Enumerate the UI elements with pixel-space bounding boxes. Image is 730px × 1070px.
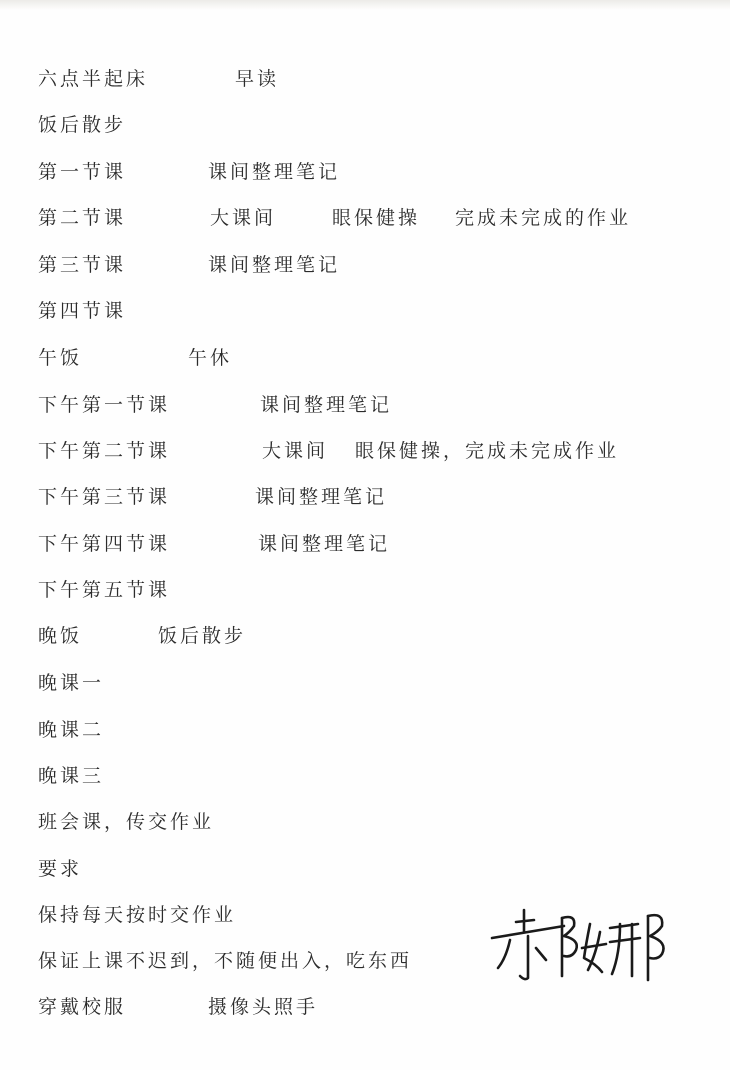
schedule-note: 课间整理笔记 [255, 486, 388, 508]
schedule-note: 大课间 [210, 207, 277, 229]
schedule-note: 课间整理笔记 [260, 394, 393, 416]
handwritten-signature [488, 902, 680, 984]
requirements-heading: 要求 [38, 858, 83, 880]
schedule-activity: 第四节课 [38, 300, 127, 322]
schedule-note: 课间整理笔记 [208, 161, 341, 183]
schedule-note: 完成未完成的作业 [455, 207, 632, 229]
schedule-activity: 下午第二节课 [38, 440, 171, 462]
schedule-note: 早读 [235, 68, 280, 90]
schedule-activity: 午饭 [38, 347, 83, 369]
schedule-note: 课间整理笔记 [208, 254, 341, 276]
requirement-text: 穿戴校服 [38, 996, 127, 1018]
schedule-note: 大课间 [262, 440, 329, 462]
requirement-text: 保证上课不迟到，不随便出入，吃东西 [38, 950, 413, 972]
schedule-activity: 第三节课 [38, 254, 127, 276]
schedule-activity: 晚课二 [38, 719, 105, 741]
schedule-activity: 六点半起床 [38, 68, 149, 90]
schedule-activity: 晚课三 [38, 765, 105, 787]
requirement-text: 保持每天按时交作业 [38, 904, 237, 926]
schedule-activity: 第一节课 [38, 161, 127, 183]
schedule-activity: 下午第一节课 [38, 394, 171, 416]
schedule-activity: 下午第五节课 [38, 579, 171, 601]
schedule-note: 课间整理笔记 [258, 533, 391, 555]
schedule-note: 眼保健操 [332, 207, 421, 229]
schedule-activity: 班会课，传交作业 [38, 811, 215, 833]
requirement-note: 摄像头照手 [208, 996, 319, 1018]
schedule-activity: 晚课一 [38, 672, 105, 694]
schedule-activity: 下午第四节课 [38, 533, 171, 555]
schedule-activity: 饭后散步 [38, 114, 127, 136]
schedule-note: 午休 [188, 347, 233, 369]
schedule-activity: 第二节课 [38, 207, 127, 229]
schedule-note: 饭后散步 [158, 625, 247, 647]
page-top-edge [0, 0, 730, 10]
schedule-activity: 下午第三节课 [38, 486, 171, 508]
schedule-activity: 晚饭 [38, 625, 83, 647]
schedule-note: 眼保健操，完成未完成作业 [355, 440, 620, 462]
